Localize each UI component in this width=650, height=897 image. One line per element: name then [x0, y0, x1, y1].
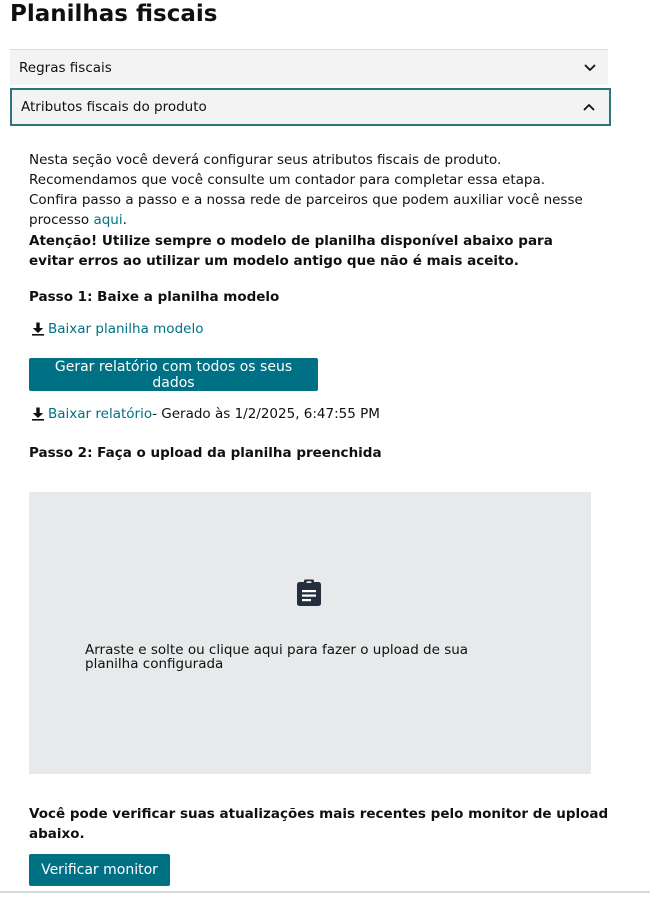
accordion-atributos-fiscais[interactable] — [10, 88, 611, 126]
accordion-label-rules: Regras fiscais — [19, 59, 112, 76]
step2-heading: Passo 2: Faça o upload da planilha preenchida — [29, 445, 382, 461]
download-template-link[interactable]: Baixar planilha modelo — [48, 321, 204, 337]
download-report-row — [31, 406, 380, 422]
clipboard-icon — [296, 579, 322, 607]
warning-text: Atenção! Utilize sempre o modelo de planilha disponível abaixo para evitar erros ao utilizar um modelo antigo que não é mais aceito. — [29, 233, 553, 269]
download-report-link[interactable]: Baixar relatório — [48, 406, 153, 422]
intro-link-aqui[interactable]: aqui — [93, 212, 123, 228]
accordion-regras-fiscais[interactable] — [10, 49, 608, 85]
verify-monitor-button[interactable]: Verificar monitor — [29, 854, 170, 886]
intro-end: . — [122, 212, 127, 228]
verify-text: Você pode verificar suas atualizações mais recentes pelo monitor de upload abaixo. — [29, 806, 609, 842]
upload-dropzone[interactable] — [29, 492, 591, 774]
download-icon — [31, 322, 45, 336]
page-title: Planilhas fiscais — [10, 1, 218, 27]
step1-heading: Passo 1: Baixe a planilha modelo — [29, 289, 280, 305]
intro-body: Nesta seção você deverá configurar seus atributos fiscais de produto. Recomendamos que você consulte um contador para completar essa etapa. Confira passo a passo e a nossa rede de parceiros que podem auxiliar você nesse processo — [29, 152, 583, 228]
intro-text — [29, 150, 589, 230]
chevron-up-icon — [583, 103, 595, 111]
chevron-down-icon — [584, 64, 596, 72]
accordion-label-attributes: Atributos fiscais do produto — [21, 99, 207, 115]
report-generated-time: - Gerado às 1/2/2025, 6:47:55 PM — [152, 406, 380, 422]
generate-report-button[interactable]: Gerar relatório com todos os seus dados — [29, 358, 318, 391]
bottom-divider — [0, 891, 650, 893]
download-icon — [31, 407, 45, 421]
download-template-row — [31, 321, 203, 337]
dropzone-text: Arraste e solte ou clique aqui para fazer o upload de sua planilha configurada — [85, 642, 469, 672]
